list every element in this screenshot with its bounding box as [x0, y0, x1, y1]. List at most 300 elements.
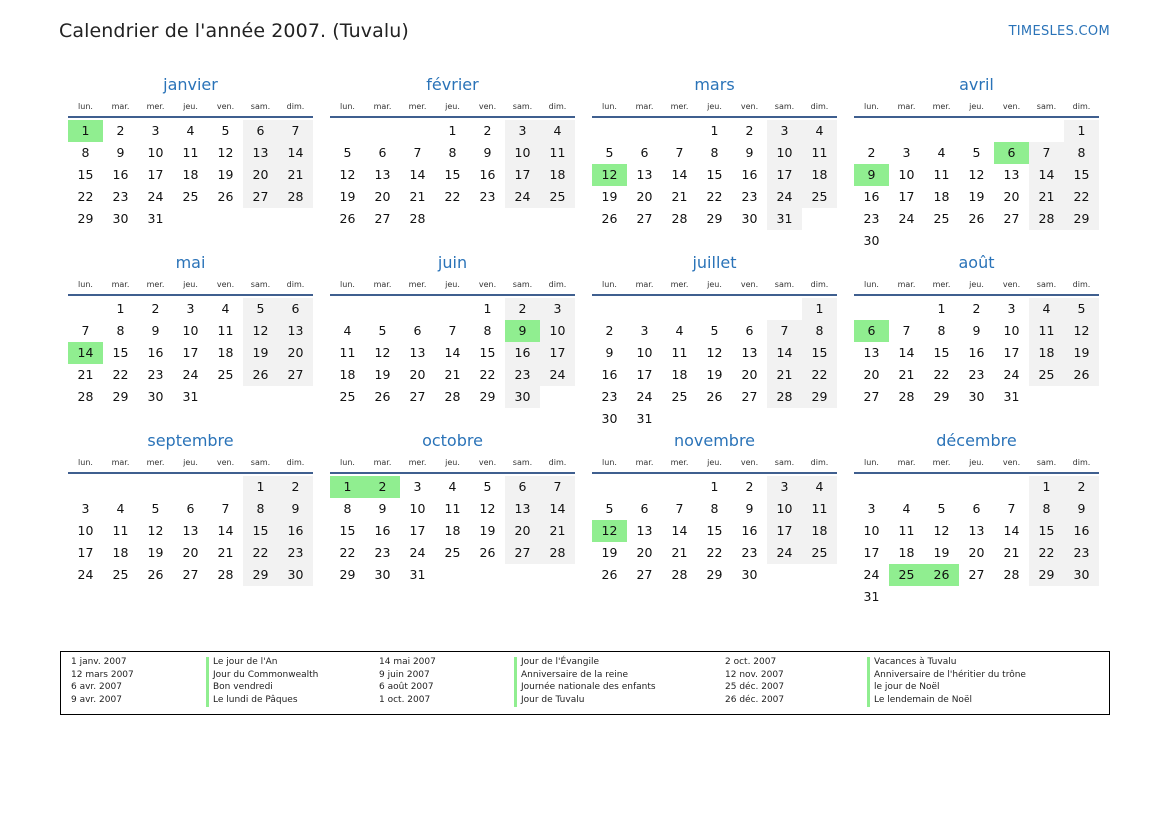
weekday-label: lun.: [602, 457, 617, 467]
day-cell: 25: [933, 211, 950, 226]
day-cell: 21: [540, 520, 575, 542]
day-cell: 18: [540, 164, 575, 186]
holiday-name: Le lundi de Pâques: [206, 695, 379, 708]
day-cell: 24: [863, 567, 880, 582]
day-cell: 10: [182, 323, 199, 338]
day-cell: 24: [77, 567, 94, 582]
day-cell: 7: [675, 501, 684, 516]
weekday-label: mer.: [670, 101, 689, 111]
empty-cell: [592, 476, 627, 498]
day-cell: 28: [1029, 208, 1064, 230]
day-cell: 24: [505, 186, 540, 208]
day-cell: 3: [902, 145, 911, 160]
day-cell: 16: [741, 167, 758, 182]
day-cell: 25: [112, 567, 129, 582]
day-cell: 16: [479, 167, 496, 182]
day-cell: 2: [116, 123, 125, 138]
day-cell: 1: [710, 123, 719, 138]
holiday-date: 14 mai 2007: [379, 657, 436, 667]
day-cell: 30: [601, 411, 618, 426]
day-cell: 14: [444, 345, 461, 360]
holiday-day-cell: 14: [68, 342, 103, 364]
day-cell: 29: [933, 389, 950, 404]
day-cell: 13: [409, 345, 426, 360]
day-cell: 21: [1029, 186, 1064, 208]
day-cell: 5: [710, 323, 719, 338]
day-cell: 19: [706, 367, 723, 382]
day-cell: 14: [671, 523, 688, 538]
day-cell: 14: [1003, 523, 1020, 538]
day-cell: 22: [706, 545, 723, 560]
day-cell: 12: [479, 501, 496, 516]
empty-cell: [330, 120, 365, 142]
weekday-label: mar.: [897, 101, 916, 111]
empty-cell: [662, 120, 697, 142]
day-cell: 17: [863, 545, 880, 560]
day-cell: 13: [182, 523, 199, 538]
weekday-label: jeu.: [445, 279, 460, 289]
day-cell: 22: [1064, 186, 1099, 208]
weekday-label: jeu.: [707, 279, 722, 289]
day-cell: 26: [601, 567, 618, 582]
day-cell: 15: [77, 167, 94, 182]
day-cell: 28: [409, 211, 426, 226]
day-cell: 19: [601, 189, 618, 204]
day-cell: 20: [278, 342, 313, 364]
day-cell: 15: [1064, 164, 1099, 186]
day-cell: 3: [867, 501, 876, 516]
weekday-label: jeu.: [707, 101, 722, 111]
day-cell: 21: [278, 164, 313, 186]
weekday-label: dim.: [810, 101, 829, 111]
day-cell: 13: [968, 523, 985, 538]
day-cell: 1: [483, 301, 492, 316]
holiday-day-cell: 1: [68, 120, 103, 142]
day-cell: 18: [802, 520, 837, 542]
day-cell: 6: [243, 120, 278, 142]
day-cell: 15: [243, 520, 278, 542]
day-cell: 18: [933, 189, 950, 204]
day-cell: 20: [505, 520, 540, 542]
day-grid: [592, 474, 837, 586]
holiday-name: Journée nationale des enfants: [514, 682, 725, 695]
day-cell: 22: [933, 367, 950, 382]
month-3: [854, 74, 1099, 252]
day-cell: 2: [605, 323, 614, 338]
brand-link[interactable]: TIMESLES.COM: [1008, 24, 1110, 39]
day-cell: 1: [243, 476, 278, 498]
day-cell: 12: [968, 167, 985, 182]
day-cell: 19: [374, 367, 391, 382]
day-cell: 4: [675, 323, 684, 338]
day-cell: 16: [863, 189, 880, 204]
day-cell: 9: [151, 323, 160, 338]
calendar-grid: [68, 74, 1099, 608]
day-cell: 24: [767, 186, 802, 208]
day-cell: 18: [1029, 342, 1064, 364]
empty-cell: [365, 298, 400, 320]
weekday-label: sam.: [512, 279, 533, 289]
day-cell: 16: [147, 345, 164, 360]
weekday-label: mer.: [932, 457, 951, 467]
day-cell: 31: [636, 411, 653, 426]
day-cell: 4: [116, 501, 125, 516]
day-cell: 16: [968, 345, 985, 360]
day-cell: 18: [802, 164, 837, 186]
day-cell: 23: [112, 189, 129, 204]
day-cell: 14: [217, 523, 234, 538]
day-cell: 20: [1003, 189, 1020, 204]
weekday-label: ven.: [740, 101, 759, 111]
day-cell: 4: [186, 123, 195, 138]
weekday-label: mar.: [373, 279, 392, 289]
day-cell: 21: [671, 189, 688, 204]
empty-cell: [435, 298, 470, 320]
day-cell: 3: [1007, 301, 1016, 316]
weekday-label: ven.: [478, 457, 497, 467]
day-cell: 15: [479, 345, 496, 360]
day-grid: [330, 118, 575, 230]
day-cell: 24: [182, 367, 199, 382]
day-cell: 29: [706, 211, 723, 226]
empty-cell: [365, 120, 400, 142]
day-cell: 22: [112, 367, 129, 382]
weekday-label: mar.: [635, 279, 654, 289]
day-cell: 3: [505, 120, 540, 142]
day-cell: 1: [1029, 476, 1064, 498]
month-name: mars: [694, 75, 735, 94]
holiday-day-cell: 2: [365, 476, 400, 498]
day-cell: 10: [77, 523, 94, 538]
day-cell: 5: [221, 123, 230, 138]
day-cell: 7: [1007, 501, 1016, 516]
day-cell: 4: [1029, 298, 1064, 320]
weekday-label: lun.: [602, 279, 617, 289]
day-cell: 14: [540, 498, 575, 520]
day-cell: 23: [505, 364, 540, 386]
day-cell: 27: [741, 389, 758, 404]
day-grid: [854, 474, 1099, 608]
day-cell: 2: [745, 123, 754, 138]
day-cell: 9: [972, 323, 981, 338]
day-cell: 31: [147, 211, 164, 226]
weekday-label: jeu.: [969, 457, 984, 467]
day-cell: 26: [706, 389, 723, 404]
month-name: octobre: [422, 431, 483, 450]
day-cell: 24: [898, 211, 915, 226]
empty-cell: [627, 298, 662, 320]
day-cell: 27: [182, 567, 199, 582]
weekday-label: jeu.: [183, 457, 198, 467]
holiday-date: 2 oct. 2007: [725, 657, 777, 667]
weekday-label: mar.: [897, 279, 916, 289]
day-cell: 23: [147, 367, 164, 382]
weekday-header: [68, 274, 313, 296]
day-cell: 10: [147, 145, 164, 160]
empty-cell: [889, 120, 924, 142]
day-cell: 11: [933, 167, 950, 182]
day-cell: 17: [409, 523, 426, 538]
day-grid: [854, 296, 1099, 408]
day-cell: 27: [374, 211, 391, 226]
day-cell: 9: [483, 145, 492, 160]
holiday-name: Le lendemain de Noël: [867, 695, 1067, 708]
day-cell: 8: [81, 145, 90, 160]
day-cell: 27: [636, 567, 653, 582]
weekday-label: lun.: [78, 279, 93, 289]
day-cell: 27: [636, 211, 653, 226]
day-cell: 18: [444, 523, 461, 538]
weekday-header: [68, 96, 313, 118]
day-cell: 8: [343, 501, 352, 516]
day-cell: 29: [243, 564, 278, 586]
day-cell: 20: [968, 545, 985, 560]
day-cell: 3: [151, 123, 160, 138]
holiday-day-cell: 9: [854, 164, 889, 186]
day-cell: 4: [540, 120, 575, 142]
day-cell: 17: [182, 345, 199, 360]
day-cell: 12: [933, 523, 950, 538]
day-cell: 30: [741, 567, 758, 582]
day-cell: 26: [1064, 364, 1099, 386]
day-cell: 23: [863, 211, 880, 226]
weekday-label: ven.: [1002, 279, 1021, 289]
day-cell: 20: [243, 164, 278, 186]
day-cell: 12: [217, 145, 234, 160]
holiday-name: Vacances à Tuvalu: [867, 657, 1067, 670]
empty-cell: [208, 476, 243, 498]
month-name: mai: [175, 253, 206, 272]
weekday-label: lun.: [340, 279, 355, 289]
day-cell: 7: [902, 323, 911, 338]
month-10: [592, 430, 837, 608]
empty-cell: [662, 298, 697, 320]
day-cell: 6: [505, 476, 540, 498]
empty-cell: [592, 298, 627, 320]
day-cell: 23: [479, 189, 496, 204]
day-cell: 3: [413, 479, 422, 494]
holiday-day-cell: 12: [592, 164, 627, 186]
holiday-date: 6 août 2007: [379, 682, 434, 693]
day-cell: 24: [636, 389, 653, 404]
weekday-label: dim.: [1072, 279, 1091, 289]
day-cell: 1: [1064, 120, 1099, 142]
day-cell: 28: [767, 386, 802, 408]
day-cell: 17: [147, 167, 164, 182]
day-cell: 22: [1029, 542, 1064, 564]
weekday-label: sam.: [1036, 101, 1057, 111]
day-cell: 17: [636, 367, 653, 382]
day-cell: 1: [710, 479, 719, 494]
weekday-label: ven.: [478, 101, 497, 111]
month-1: [330, 74, 575, 252]
day-cell: 30: [505, 386, 540, 408]
holiday-name: Anniversaire de l'héritier du trône: [867, 670, 1067, 683]
weekday-label: dim.: [1072, 457, 1091, 467]
day-cell: 2: [972, 301, 981, 316]
holiday-day-cell: 6: [994, 142, 1029, 164]
day-cell: 4: [802, 476, 837, 498]
day-cell: 16: [1064, 520, 1099, 542]
weekday-label: dim.: [548, 279, 567, 289]
day-cell: 16: [601, 367, 618, 382]
day-cell: 15: [112, 345, 129, 360]
day-cell: 21: [767, 364, 802, 386]
day-cell: 11: [112, 523, 129, 538]
weekday-label: ven.: [478, 279, 497, 289]
day-cell: 7: [413, 145, 422, 160]
weekday-label: ven.: [740, 457, 759, 467]
weekday-label: lun.: [864, 101, 879, 111]
empty-cell: [854, 298, 889, 320]
day-cell: 7: [278, 120, 313, 142]
weekday-header: [330, 274, 575, 296]
weekday-label: sam.: [774, 101, 795, 111]
day-cell: 26: [601, 211, 618, 226]
day-cell: 5: [605, 145, 614, 160]
day-cell: 19: [479, 523, 496, 538]
day-cell: 24: [767, 542, 802, 564]
day-cell: 17: [767, 164, 802, 186]
day-cell: 7: [81, 323, 90, 338]
day-cell: 25: [339, 389, 356, 404]
day-cell: 17: [898, 189, 915, 204]
empty-cell: [889, 298, 924, 320]
day-cell: 29: [1029, 564, 1064, 586]
day-cell: 23: [741, 545, 758, 560]
day-cell: 30: [278, 564, 313, 586]
empty-cell: [994, 120, 1029, 142]
weekday-label: sam.: [512, 101, 533, 111]
weekday-label: lun.: [78, 457, 93, 467]
day-cell: 1: [937, 301, 946, 316]
day-cell: 18: [182, 167, 199, 182]
day-cell: 29: [706, 567, 723, 582]
empty-cell: [994, 476, 1029, 498]
day-cell: 10: [636, 345, 653, 360]
day-cell: 23: [374, 545, 391, 560]
weekday-label: dim.: [810, 457, 829, 467]
day-cell: 7: [1029, 142, 1064, 164]
weekday-label: jeu.: [183, 279, 198, 289]
day-cell: 3: [81, 501, 90, 516]
month-7: [854, 252, 1099, 430]
day-cell: 18: [671, 367, 688, 382]
day-grid: [592, 118, 837, 230]
weekday-label: mar.: [373, 457, 392, 467]
day-cell: 10: [767, 498, 802, 520]
day-cell: 2: [505, 298, 540, 320]
weekday-label: sam.: [250, 101, 271, 111]
weekday-label: mer.: [932, 101, 951, 111]
day-cell: 8: [1064, 142, 1099, 164]
day-cell: 28: [671, 211, 688, 226]
empty-cell: [959, 476, 994, 498]
day-cell: 11: [671, 345, 688, 360]
day-cell: 13: [863, 345, 880, 360]
month-4: [68, 252, 313, 430]
day-cell: 21: [671, 545, 688, 560]
holiday-name: Jour de Tuvalu: [514, 695, 725, 708]
weekday-label: lun.: [864, 457, 879, 467]
day-cell: 5: [937, 501, 946, 516]
day-cell: 4: [448, 479, 457, 494]
weekday-label: dim.: [286, 457, 305, 467]
day-grid: [330, 296, 575, 408]
empty-cell: [662, 476, 697, 498]
holiday-date: 9 avr. 2007: [71, 694, 122, 705]
weekday-label: mar.: [635, 101, 654, 111]
weekday-label: mer.: [932, 279, 951, 289]
day-cell: 26: [147, 567, 164, 582]
day-cell: 2: [151, 301, 160, 316]
day-cell: 14: [1029, 164, 1064, 186]
weekday-header: [854, 274, 1099, 296]
day-cell: 27: [243, 186, 278, 208]
weekday-header: [330, 96, 575, 118]
day-cell: 30: [147, 389, 164, 404]
weekday-label: dim.: [286, 279, 305, 289]
day-cell: 27: [1003, 211, 1020, 226]
weekday-label: lun.: [864, 279, 879, 289]
day-cell: 11: [1029, 320, 1064, 342]
day-cell: 18: [339, 367, 356, 382]
day-cell: 9: [605, 345, 614, 360]
day-cell: 14: [671, 167, 688, 182]
day-cell: 26: [217, 189, 234, 204]
day-cell: 29: [339, 567, 356, 582]
day-cell: 13: [505, 498, 540, 520]
day-cell: 25: [540, 186, 575, 208]
day-cell: 17: [77, 545, 94, 560]
day-cell: 7: [540, 476, 575, 498]
day-cell: 20: [374, 189, 391, 204]
day-cell: 22: [77, 189, 94, 204]
day-cell: 22: [706, 189, 723, 204]
day-cell: 4: [343, 323, 352, 338]
empty-cell: [924, 476, 959, 498]
day-cell: 28: [77, 389, 94, 404]
weekday-label: ven.: [216, 101, 235, 111]
day-cell: 3: [640, 323, 649, 338]
day-cell: 5: [378, 323, 387, 338]
day-cell: 10: [409, 501, 426, 516]
weekday-label: mar.: [373, 101, 392, 111]
day-cell: 21: [217, 545, 234, 560]
empty-cell: [330, 298, 365, 320]
day-cell: 24: [1003, 367, 1020, 382]
day-cell: 2: [278, 476, 313, 498]
weekday-label: sam.: [250, 279, 271, 289]
day-cell: 7: [767, 320, 802, 342]
day-cell: 31: [767, 208, 802, 230]
empty-cell: [68, 476, 103, 498]
day-cell: 19: [968, 189, 985, 204]
month-6: [592, 252, 837, 430]
day-cell: 31: [182, 389, 199, 404]
day-cell: 23: [741, 189, 758, 204]
weekday-label: mar.: [635, 457, 654, 467]
weekday-label: mer.: [408, 279, 427, 289]
day-cell: 8: [448, 145, 457, 160]
day-cell: 31: [863, 589, 880, 604]
weekday-header: [68, 452, 313, 474]
day-cell: 5: [972, 145, 981, 160]
weekday-header: [592, 452, 837, 474]
day-cell: 19: [1064, 342, 1099, 364]
empty-cell: [732, 298, 767, 320]
day-cell: 18: [217, 345, 234, 360]
